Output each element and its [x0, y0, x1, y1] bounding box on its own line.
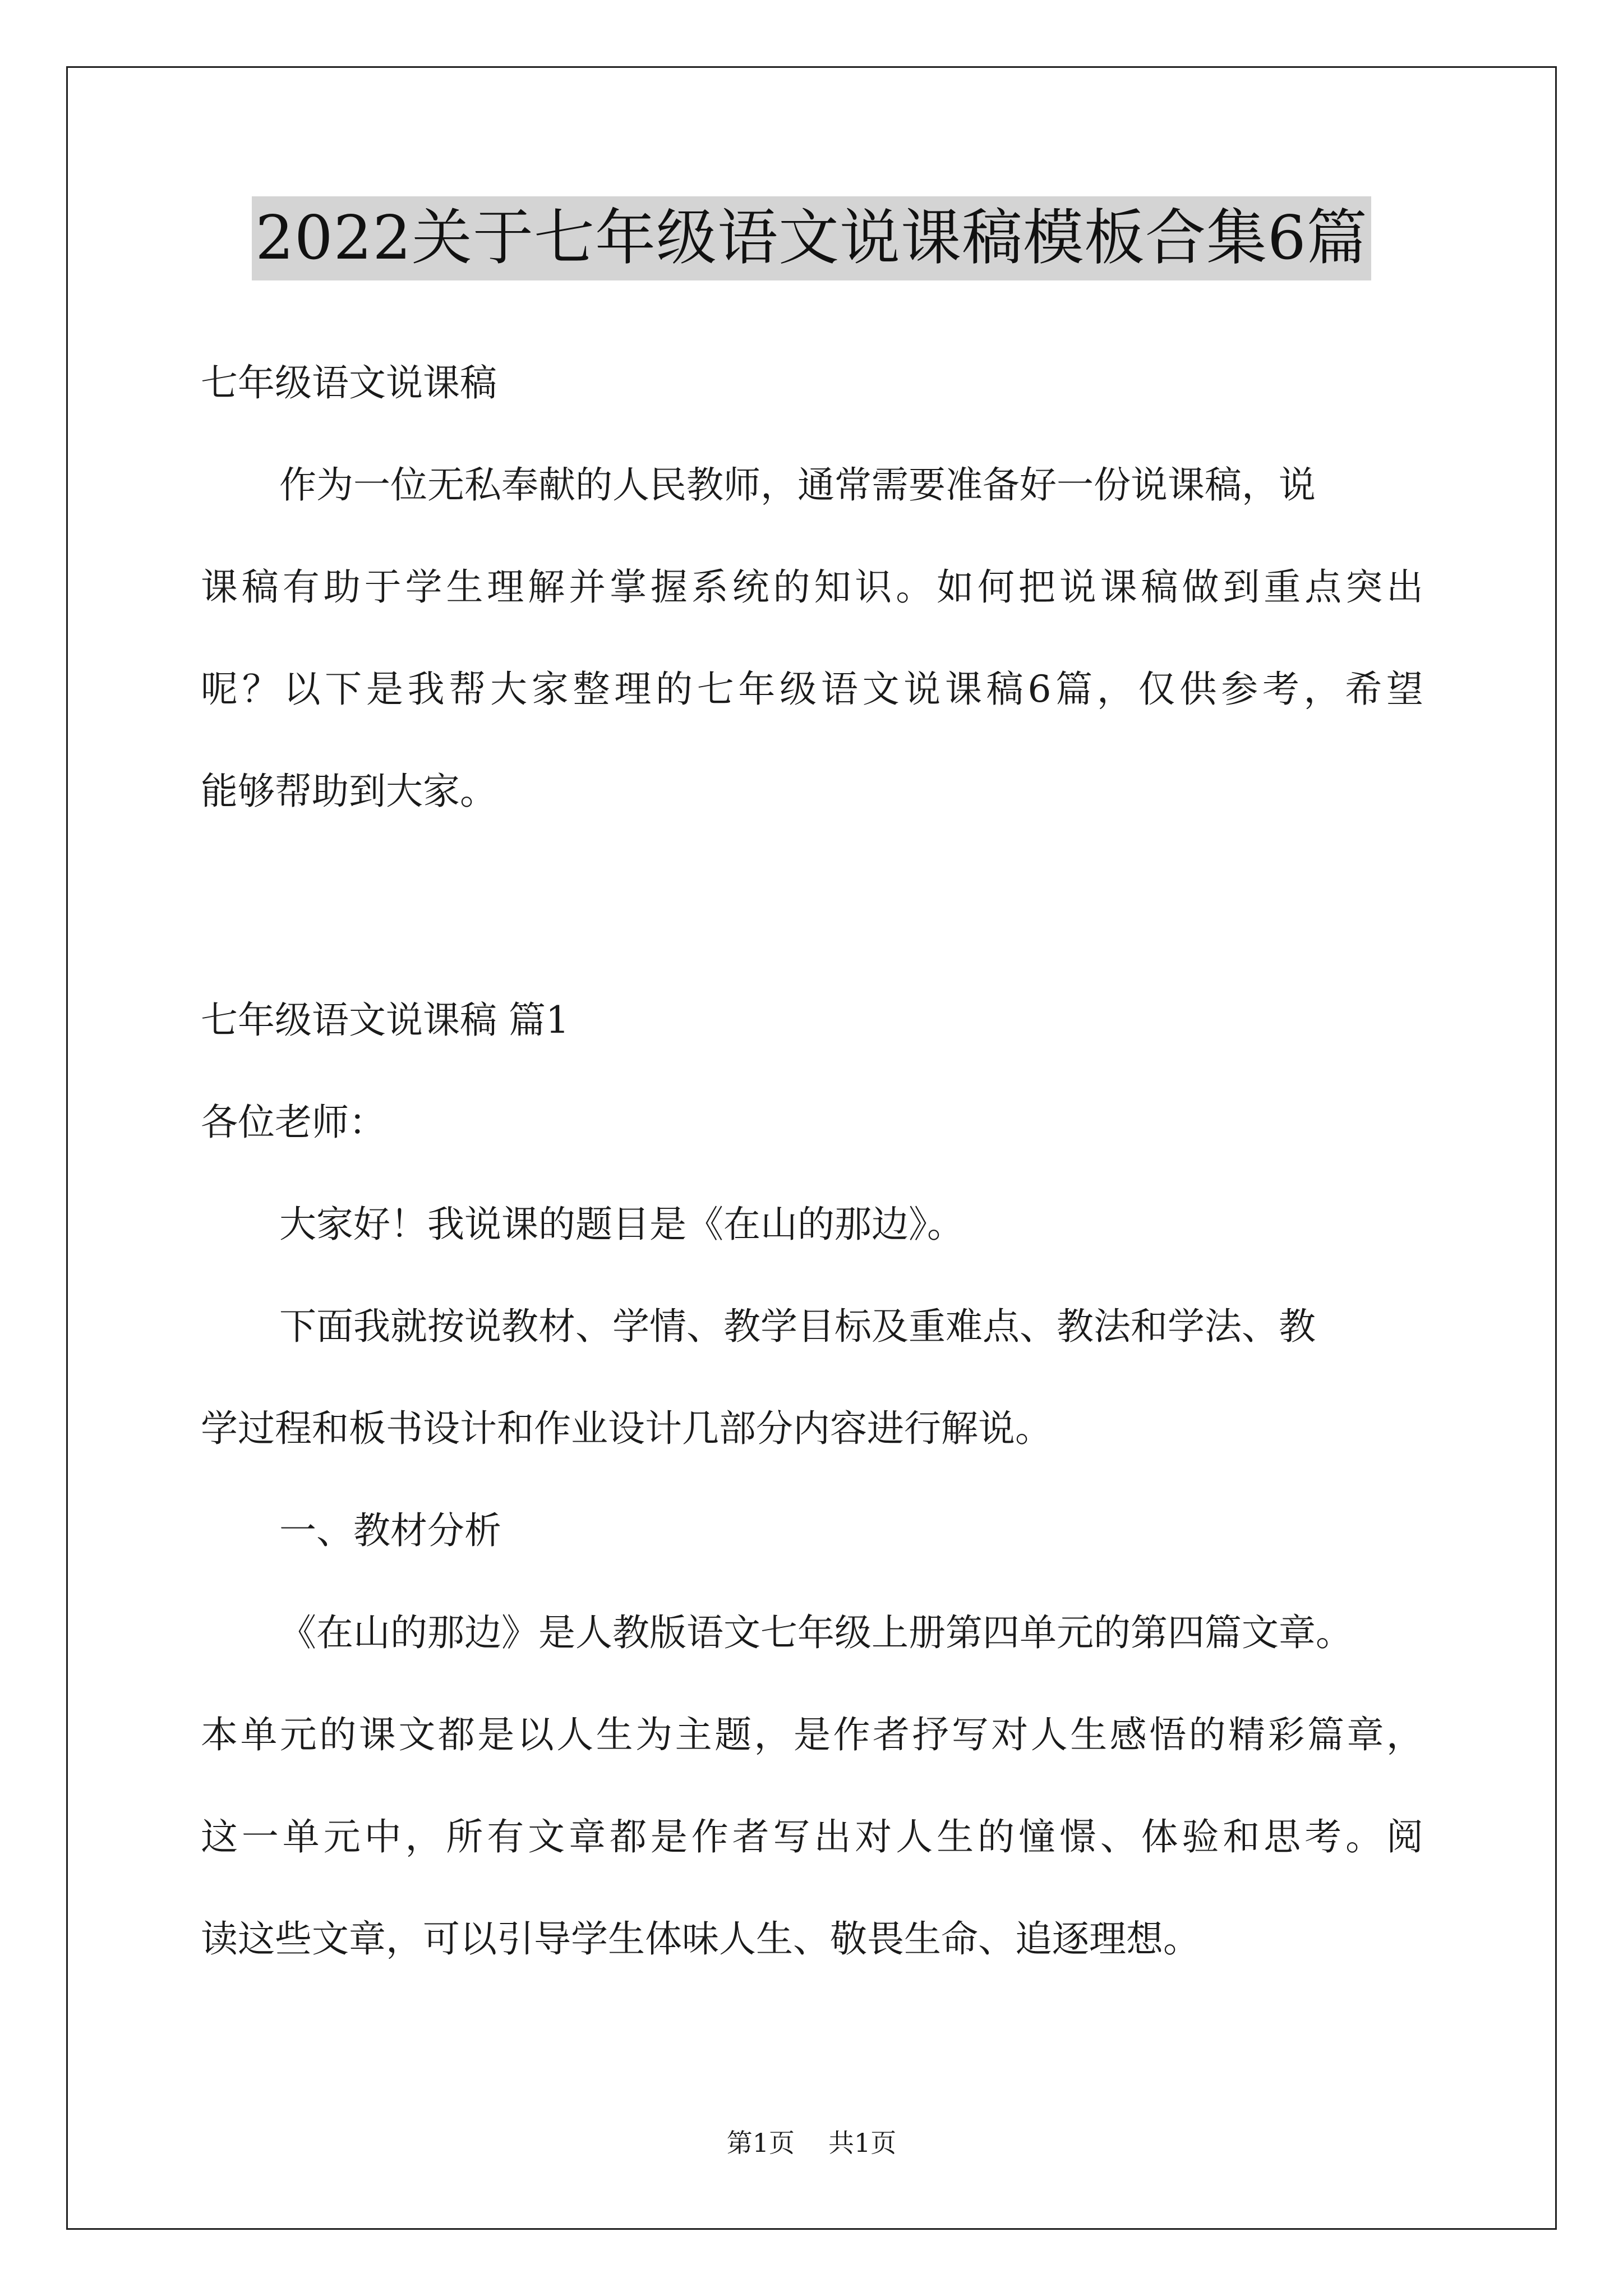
plan-line-2: 学过程和板书设计和作业设计几部分内容进行解说。 — [201, 1407, 1052, 1450]
intro-line-2: 课稿有助于学生理解并掌握系统的知识。如何把说课稿做到重点突出 — [201, 565, 1423, 609]
part1-line-2: 本单元的课文都是以人生为主题，是作者抒写对人生感悟的精彩篇章， — [201, 1713, 1423, 1756]
plan-line-1: 下面我就按说教材、学情、教学目标及重难点、教法和学法、教 — [279, 1305, 1316, 1348]
part1-line-4: 读这些文章，可以引导学生体味人生、敬畏生命、追逐理想。 — [201, 1917, 1200, 1961]
part1-line-3: 这一单元中，所有文章都是作者写出对人生的憧憬、体验和思考。阅 — [201, 1815, 1423, 1858]
intro-heading: 七年级语文说课稿 — [201, 361, 497, 404]
intro-line-3: 呢？以下是我帮大家整理的七年级语文说课稿6篇，仅供参考，希望 — [201, 668, 1423, 711]
greeting-line: 各位老师： — [201, 1101, 386, 1144]
part1-heading: 一、教材分析 — [279, 1509, 501, 1552]
page-total: 共1页 — [828, 2128, 897, 2158]
page-number: 第1页 — [726, 2128, 795, 2158]
document-title: 2022关于七年级语文说课稿模板合集6篇 — [252, 196, 1371, 280]
part1-line-1: 《在山的那边》是人教版语文七年级上册第四单元的第四篇文章。 — [279, 1611, 1353, 1654]
page-footer — [0, 2126, 1623, 2160]
intro-line-4: 能够帮助到大家。 — [201, 770, 497, 813]
title-container — [0, 196, 1623, 280]
hello-line: 大家好！我说课的题目是《在山的那边》。 — [279, 1203, 964, 1246]
section1-heading: 七年级语文说课稿 篇1 — [201, 999, 569, 1042]
intro-line-1: 作为一位无私奉献的人民教师，通常需要准备好一份说课稿，说 — [279, 463, 1316, 507]
